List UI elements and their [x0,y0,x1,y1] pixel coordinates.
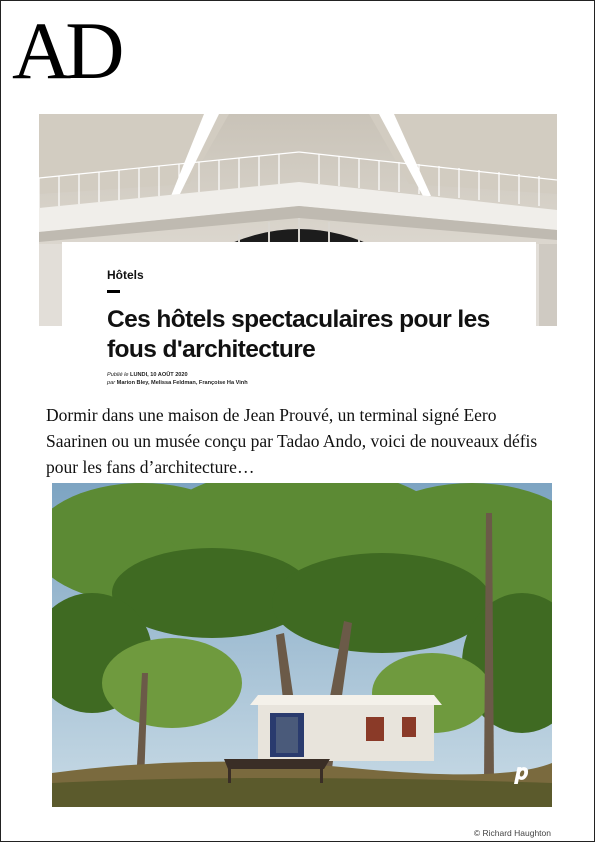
article-lede: Dormir dans une maison de Jean Prouvé, un terminal signé Eero Saarinen ou un musée conçu par Tadao Ando, voici de nouveaux défis pour les fans d’architecture… [46,405,538,477]
article-photo [52,483,552,807]
cabin-in-pines-illustration [52,483,552,807]
article-header-card [62,242,536,388]
authors-label: par [107,380,116,386]
article-headline: Ces hôtels spectaculaires pour les fous d'architecture [107,306,490,363]
authors-links[interactable]: Marion Bley, Melissa Feldman, Françoise Ha Vinh [116,380,248,386]
published-date: LUNDI, 10 AOÛT 2020 [130,372,188,378]
photo-credit: © Richard Haughton [473,828,551,838]
article-byline [107,371,248,387]
ad-logo[interactable]: AD [12,5,119,96]
category-link[interactable]: Hôtels [107,268,144,282]
published-label: Publié le [107,372,129,378]
category-divider [107,290,120,293]
pinterest-icon[interactable]: 𝒑 [514,760,528,784]
